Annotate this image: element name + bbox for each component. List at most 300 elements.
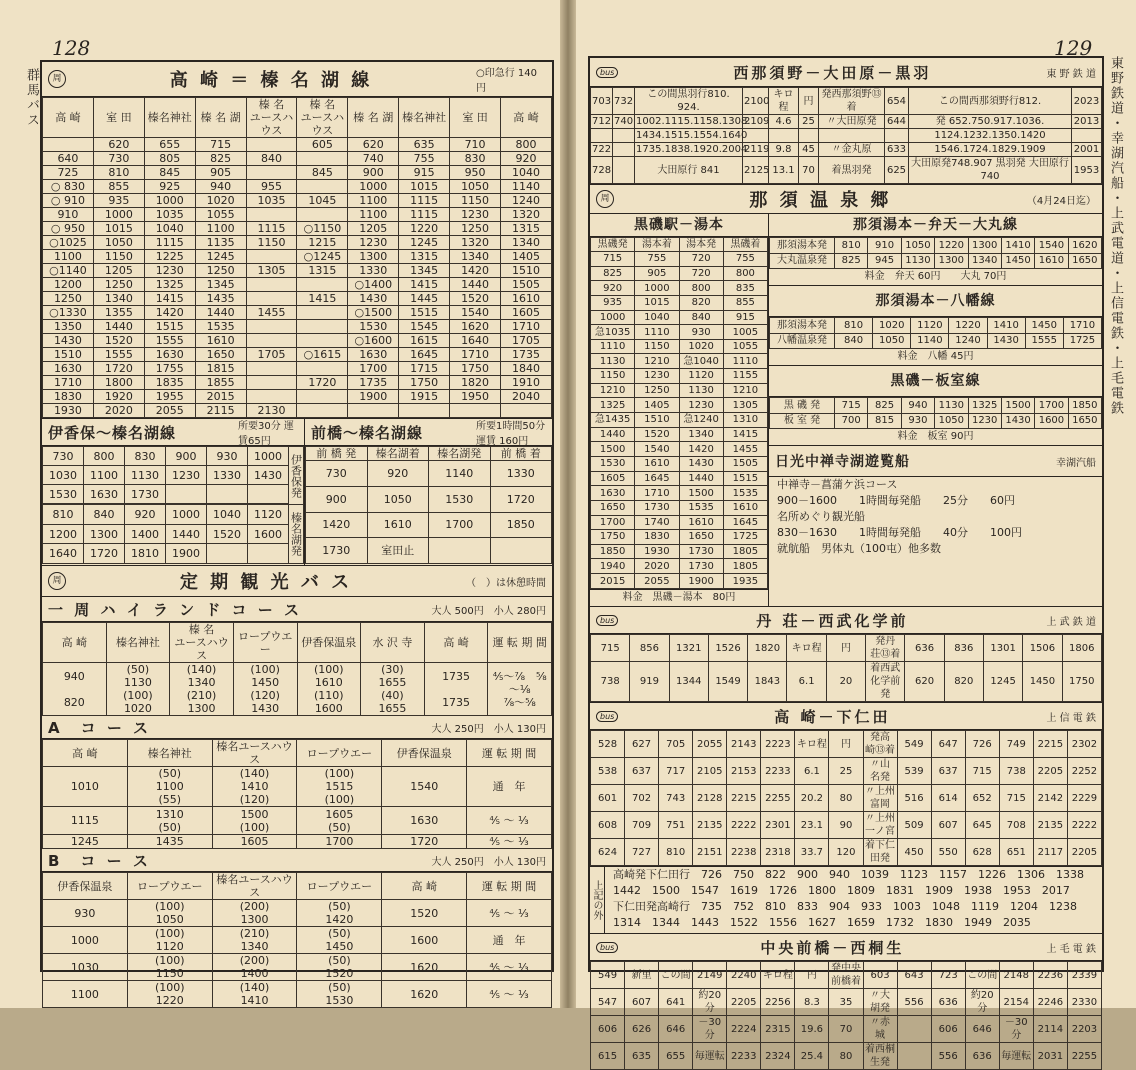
table-cell: 635 [625,1043,659,1070]
table-cell: 840 [679,310,723,325]
table-cell: 急1035 [591,325,635,340]
itamuro-fare: 料金 板室 90円 [769,429,1102,446]
column-header: 高 崎 [43,740,128,767]
side-label-right: 東野鉄道・幸湖汽船・上武電道・上信電鉄・上毛電鉄 [1108,56,1123,416]
timetable-row [591,635,1102,662]
table-cell: 1630 [591,486,635,501]
column-header: 運 転 期 間 [467,740,552,767]
table-cell [885,129,909,143]
table-cell: 大丸温泉発 [770,253,835,269]
timetable-row [43,927,552,954]
itamuro-table [769,397,1102,429]
table-cell: 2236 [1033,962,1067,989]
table-cell [246,292,297,306]
table-cell: 1344 [669,662,708,702]
table-cell: 19.6 [795,1016,829,1043]
table-cell: 1430 [248,466,289,485]
table-cell: 1305 [246,264,297,278]
table-cell: 1546.1724.1829.1909 [909,143,1072,157]
table-cell: 1725 [1063,333,1101,349]
table-cell: 1720 [93,362,144,376]
column-header: 前 橋 着 [490,447,552,461]
table-cell: 1530 [348,320,399,334]
table-cell: 1325 [591,398,635,413]
table-cell: 1321 [669,635,708,662]
table-cell: 〃金丸原 [819,143,885,157]
extra-line: 高崎発下仁田行 726 750 822 900 940 1039 1123 1157 1226 1306 1338 [613,868,1084,881]
table-cell [246,138,297,152]
table-cell: 1110 [635,325,679,340]
table-cell: 25.4 [795,1043,829,1070]
table-cell: 1325 [144,278,195,292]
nishinasuno-company: 東 野 鉄 道 [1046,68,1096,80]
table-cell: 1055 [195,208,246,222]
table-cell: 738 [999,758,1033,785]
table-cell: 730 [306,461,368,487]
table-cell: 915 [399,166,450,180]
table-cell: 702 [625,785,659,812]
table-cell: 2128 [693,785,727,812]
table-cell: 1245 [43,834,128,848]
maebashi-title: 前橋～榛名湖線 [311,423,424,442]
table-cell: 1805 [723,559,767,574]
table-cell: 1130 [901,253,934,269]
table-cell: 1806 [1062,635,1101,662]
timetable-row [43,138,552,152]
column-header: 運 転 期 間 [467,873,552,900]
column-header: 伊香保温泉 [382,740,467,767]
table-cell: 1405 [635,398,679,413]
table-cell: 1800 [93,376,144,390]
table-cell: 2020 [93,404,144,418]
table-cell: 1700 [591,515,635,530]
table-cell: 1415 [297,292,348,306]
table-cell: 2229 [1067,785,1101,812]
table-cell: 549 [591,962,625,989]
column-header: 榛名神社 [106,623,170,663]
table-cell: 606 [931,1016,965,1043]
table-cell: 556 [931,1043,965,1070]
table-cell: 2031 [1033,1043,1067,1070]
table-cell: 722 [592,144,612,155]
extra-line: 下仁田発高崎行 735 752 810 833 904 933 1003 1048 1119 1204 1238 [613,900,1077,913]
timetable-row [43,166,552,180]
table-cell: 1410 [987,318,1025,334]
table-cell [246,278,297,292]
table-cell: 732 [613,88,635,115]
table-cell: 1630 [144,348,195,362]
table-cell: 1720 [84,544,125,564]
table-cell: 1555 [1025,333,1063,349]
table-cell: 1730 [679,544,723,559]
timetable-row [43,466,304,485]
table-cell: 通 年 [467,927,552,954]
table-cell: 836 [944,635,983,662]
course-b-header [42,849,552,872]
table-cell: この間黒羽行810. 924. [635,88,743,115]
table-cell: 1500 [1001,398,1034,414]
timetable-row [591,471,768,486]
table-cell: ○1025 [43,236,94,250]
column-header: 榛名神社 [127,740,212,767]
timetable-row [591,143,1102,157]
table-cell: ○1400 [348,278,399,292]
table-cell: 1230 [450,208,501,222]
table-cell: 1720 [382,834,467,848]
table-cell: 1540 [1035,238,1068,254]
table-cell: 2013 [1072,115,1102,129]
table-cell: 1430 [1001,413,1034,429]
table-cell [297,306,348,320]
table-cell: 2301 [761,812,795,839]
timetable-row [43,900,552,927]
nikko-line: 830－1630 1時間毎発船 40分 100円 [777,526,1022,539]
table-cell: 2143 [727,731,761,758]
timetable-row [43,767,552,807]
table-cell: 1040 [501,166,552,180]
table-cell [43,138,94,152]
table-cell: 655 [144,138,195,152]
column-header: 室 田 [93,98,144,138]
table-cell: ○1600 [348,334,399,348]
timetable-row [43,404,552,418]
table-cell: 920 [125,505,166,525]
table-cell: 1315 [501,222,552,236]
table-cell: (50) 1520 [297,954,382,981]
table-cell [207,485,248,504]
shimonita-company: 上 信 電 鉄 [1046,712,1096,724]
table-cell: 550 [931,839,965,866]
table-cell [246,390,297,404]
table-cell: この間西那須野行812. [909,88,1072,115]
table-cell: 516 [897,785,931,812]
table-cell: 1610 [679,515,723,530]
course-a-header [42,716,552,739]
table-cell: 1100 [84,466,125,485]
table-cell: 1140 [911,333,949,349]
ikaho-section [42,419,305,565]
table-cell: 654 [885,88,909,115]
table-cell: 840 [835,333,873,349]
table-cell: 1135 [195,236,246,250]
table-cell [166,485,207,504]
table-cell: 2238 [727,839,761,866]
timetable-row [43,376,552,390]
table-cell: 738 [591,662,630,702]
table-cell: 845 [297,166,348,180]
table-cell: 1130 [679,383,723,398]
table-cell: 900 [348,166,399,180]
table-cell: 発丹 荘⑬着 [866,635,905,662]
table-cell: 2015 [195,390,246,404]
table-cell: 1340 [450,250,501,264]
table-cell: 900 [166,447,207,466]
table-cell: 1250 [450,222,501,236]
table-cell: 1750 [399,376,450,390]
table-cell [799,129,819,143]
table-cell: 1315 [399,250,450,264]
table-cell: 825 [591,266,635,281]
table-cell: 1400 [125,524,166,544]
table-cell: 1245 [399,236,450,250]
table-cell: 1515 [144,320,195,334]
table-cell: 1725 [723,530,767,545]
table-cell: 1630 [382,807,467,834]
timetable-row [43,152,552,166]
table-cell: 800 [501,138,552,152]
table-cell: 700 [835,413,868,429]
shimonita-header [590,702,1102,730]
table-cell: 2255 [1067,1043,1101,1070]
timetable-row [591,442,768,457]
table-cell: 1610 [195,334,246,348]
table-cell: 1100 [43,981,128,1008]
table-cell: 1020 [679,339,723,354]
table-cell: 2154 [999,989,1033,1016]
extra-label: 上記の外 [590,867,605,933]
timetable-row [591,1043,1102,1070]
nikko-line: 中禅寺－菖蒲ケ浜コース [777,478,898,491]
nikko-line: 就航船 男体丸（100屯）他多数 [777,542,941,555]
table-cell: 1115 [399,208,450,222]
table-cell: 1645 [399,348,450,362]
table-cell: 1610 [501,292,552,306]
table-cell: 810 [835,238,868,254]
table-cell: 1020 [195,194,246,208]
table-cell: 8.3 [795,989,829,1016]
table-cell: 発中央前橋着 [829,962,863,989]
table-cell: 810 [93,166,144,180]
table-cell [297,362,348,376]
table-cell: 1640 [450,334,501,348]
table-cell: 633 [885,143,909,157]
table-cell: 910 [868,238,901,254]
chuo-company: 上 毛 電 鉄 [1046,943,1096,955]
table-cell: 1620 [1068,238,1101,254]
table-cell: 1615 [399,334,450,348]
table-cell: 2324 [761,1043,795,1070]
nishinasuno-header [590,58,1102,87]
table-cell: 1150 [93,250,144,264]
chuo-header [590,933,1102,961]
table-cell: 2015 [591,574,635,589]
table-cell: 1520 [93,334,144,348]
table-cell: 6.1 [787,662,826,702]
timetable-row [591,515,768,530]
table-cell: 1000 [635,281,679,296]
shimonita-table [590,730,1102,866]
table-cell: 1953 [1072,157,1102,184]
table-cell: 1340 [93,292,144,306]
table-cell: 1320 [450,236,501,250]
table-cell: 1340 [679,427,723,442]
table-cell: 1000 [248,447,289,466]
table-cell: 八幡温泉発 [770,333,835,349]
timetable-row [43,348,552,362]
nasu-section [590,214,1102,607]
teiki-title: 定 期 観 光 バ ス [179,572,353,593]
table-cell: 1430 [987,333,1025,349]
table-cell: 1555 [93,348,144,362]
table-cell: 1705 [501,334,552,348]
table-cell: 25 [829,758,863,785]
table-cell: 4.6 [769,115,799,129]
table-cell: 614 [931,785,965,812]
table-cell: (100) 1220 [127,981,212,1008]
table-cell: 624 [591,839,625,866]
table-cell: 635 [399,138,450,152]
table-cell: 2302 [1067,731,1101,758]
table-cell: 815 [868,413,901,429]
table-cell: ⅘ ～ ⅓ [467,954,552,981]
timetable-row [591,354,768,369]
table-cell: 2222 [1067,812,1101,839]
nikko-line: 900－1600 1時間毎発船 25分 60円 [777,494,1015,507]
timetable-row [43,485,304,504]
table-cell: 1535 [679,500,723,515]
table-cell: 1430 [679,456,723,471]
table-cell: 1505 [501,278,552,292]
table-cell: 2117 [1033,839,1067,866]
table-cell: 840 [84,505,125,525]
table-cell: 発高 崎⑬着 [863,731,897,758]
table-cell: 1150 [591,369,635,384]
table-cell: 1850 [591,544,635,559]
table-cell: 1710 [501,320,552,334]
table-cell: 1250 [195,264,246,278]
timetable-row [591,115,1102,129]
table-cell: 1230 [166,466,207,485]
table-cell: 1240 [501,194,552,208]
table-cell: 940 [901,398,934,414]
table-cell: 845 [144,166,195,180]
table-cell: ○ 950 [43,222,94,236]
table-cell: 1540 [382,767,467,807]
table-cell: 33.7 [795,839,829,866]
table-cell: 601 [591,785,625,812]
shimonita-extra [590,866,1102,933]
course-a-title: A コ ー ス [48,718,152,737]
timetable-row [591,310,768,325]
table-cell: 1620 [450,320,501,334]
timetable-row [770,398,1102,414]
table-cell: 1600 [1035,413,1068,429]
table-cell: 1430 [43,334,94,348]
table-cell: 1506 [1023,635,1062,662]
column-header: 榛 名 ユースハウス [297,98,348,138]
table-cell: 910 [43,208,94,222]
right-page [576,0,1136,1068]
table-cell: 1900 [166,544,207,564]
table-cell: 1100 [195,222,246,236]
timetable-row [770,318,1102,334]
table-cell: 着黒羽発 [819,157,885,184]
table-cell: 740 [348,152,399,166]
table-cell: 810 [835,318,873,334]
table-cell: 607 [931,812,965,839]
timetable-row [591,486,768,501]
timetable-row [591,129,1102,143]
table-cell: 2233 [727,1043,761,1070]
table-cell: 1605 [501,306,552,320]
table-cell: 856 [630,635,669,662]
table-cell: 1650 [679,530,723,545]
table-cell: 2315 [761,1016,795,1043]
table-cell: 1310 (50) [127,807,212,834]
benten-fare: 料金 弁天 60円 大丸 70円 [769,269,1102,286]
table-cell: 2135 [693,812,727,839]
table-cell: 2148 [999,962,1033,989]
table-cell: 1600 [382,927,467,954]
table-cell: 2119 [744,144,770,155]
table-cell: (50) 1530 [297,981,382,1008]
table-cell: 710 [450,138,501,152]
table-cell [297,320,348,334]
table-cell: 1540 [635,442,679,457]
table-cell: 1205 [93,264,144,278]
table-cell: 930 [43,900,128,927]
table-cell: 1505 [723,456,767,471]
nikko-header [769,446,1102,477]
table-cell: 発西那須野⑬着 [819,88,885,115]
table-cell [490,538,552,564]
table-cell: 1610 [635,456,679,471]
extra-line: 1314 1344 1443 1522 1556 1627 1659 1732 1830 1949 2035 [613,916,1031,929]
table-cell: 〃赤 城 [863,1016,897,1043]
table-cell: 820 [679,295,723,310]
course-a-table [42,739,552,849]
table-cell: 755 [635,252,679,267]
table-cell: 1526 [708,635,747,662]
extra-lines [605,867,1102,933]
table-cell: 1610 [723,500,767,515]
column-header: 榛名神社 [399,98,450,138]
table-cell: (140) 1410 (120) [212,767,297,807]
tanso-title: 丹 荘－西武化学前 [756,611,909,630]
table-cell: 1855 [195,376,246,390]
table-cell: 1345 [399,264,450,278]
kuroiso-title: 黒磯駅－湯本 [590,214,768,237]
table-cell: 646 [965,1016,999,1043]
table-cell: 1620 [382,954,467,981]
table-cell: 1730 [125,485,166,504]
table-cell: 1350 [43,320,94,334]
table-cell: 1230 [144,264,195,278]
table-cell: 930 [207,447,248,466]
table-cell: 1420 [679,442,723,457]
table-cell: キロ程 [787,635,826,662]
table-cell: 743 [659,785,693,812]
table-cell: 1130 [591,354,635,369]
table-cell: 855 [723,295,767,310]
table-cell: 1730 [306,538,368,564]
table-cell: 915 [723,310,767,325]
table-cell: 603 [863,962,897,989]
maebashi-header [305,419,552,446]
timetable-row [43,250,552,264]
table-cell: 645 [965,812,999,839]
table-cell: 1000 [93,208,144,222]
table-cell: 1150 [450,194,501,208]
bus-mark-icon: bus [596,942,618,953]
kuroiso-section [590,214,769,606]
table-cell: 1620 [382,981,467,1008]
table-cell: 620 [348,138,399,152]
table-cell: 547 [591,989,625,1016]
table-cell [399,404,450,418]
table-cell: 着西桐生発 [863,1043,897,1070]
table-cell: 919 [630,662,669,702]
